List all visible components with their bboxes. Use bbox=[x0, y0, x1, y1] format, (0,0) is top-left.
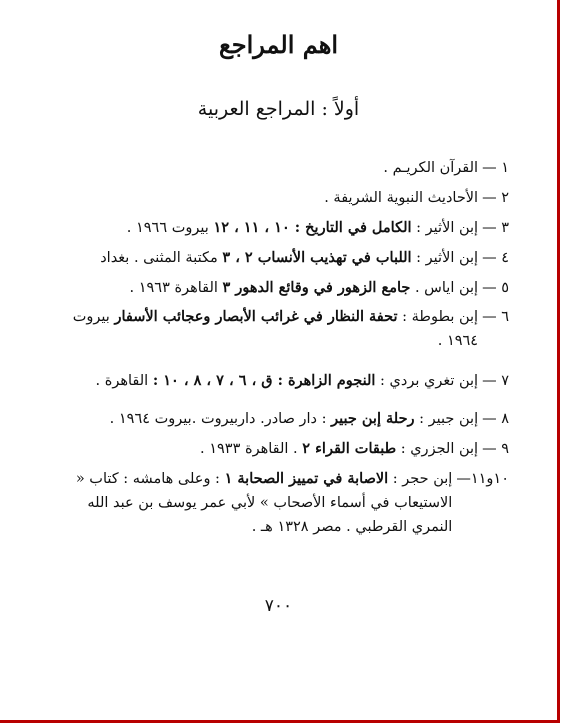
reference-number: ٣ — bbox=[482, 220, 509, 236]
reference-list bbox=[64, 156, 509, 539]
reference-number: ٢ — bbox=[482, 190, 509, 206]
reference-text: إبن الأثير : اللباب في تهذيب الأنساب ٢ ، ٣ مكتبة المثنى . بغداد bbox=[100, 249, 479, 266]
reference-text: إبن اياس . جامع الزهور في وقائع الدهور ٣ القاهرة ١٩٦٣ . bbox=[129, 279, 479, 296]
reference-entry bbox=[64, 407, 509, 431]
reference-entry bbox=[64, 467, 509, 539]
reference-number: ٦ — bbox=[482, 309, 509, 325]
reference-number: ٥ — bbox=[482, 280, 509, 296]
reference-number: ١٠و١١— bbox=[456, 471, 509, 487]
reference-text: إبن جبير : رحلة إبن جبير : دار صادر. داربيروت .بيروت ١٩٦٤ . bbox=[109, 410, 479, 427]
reference-text: القرآن الكريـم . bbox=[383, 160, 479, 176]
reference-number: ٨ — bbox=[482, 411, 509, 427]
reference-entry bbox=[64, 437, 509, 461]
page-title: اهم المراجع bbox=[218, 30, 339, 59]
reference-text: إبن تغري بردي : النجوم الزاهرة : ق ، ٦ ، ٧ ، ٨ ، ١٠ : القاهرة . bbox=[95, 372, 479, 389]
reference-entry bbox=[64, 246, 509, 270]
reference-text: إبن بطوطة : تحفة النظار في غرائب الأبصار وعجائب الأسفار بيروت ١٩٦٤ . bbox=[72, 308, 479, 349]
reference-text: إبن حجر : الاصابة في تمييز الصحابة ١ : وعلى هامشه : كتاب « الاستيعاب في أسماء الأصحاب » لأبي عمر يوسف بن عبد الله النمري القرطبي . مصر ١٣٢٨ هـ . bbox=[75, 470, 453, 535]
reference-entry bbox=[64, 216, 509, 240]
reference-entry bbox=[64, 186, 509, 210]
reference-number: ٤ — bbox=[482, 250, 509, 266]
reference-text: الأحاديث النبوية الشريفة . bbox=[324, 190, 479, 206]
reference-entry bbox=[64, 305, 509, 353]
reference-number: ١ — bbox=[482, 160, 509, 176]
page-number: ٧٠٠ bbox=[264, 596, 293, 616]
reference-text: إبن الأثير : الكامل في التاريخ : ١٠ ، ١١ ، ١٢ بيروت ١٩٦٦ . bbox=[126, 219, 479, 236]
reference-entry bbox=[64, 156, 509, 180]
reference-number: ٧ — bbox=[482, 373, 509, 389]
reference-number: ٩ — bbox=[482, 441, 509, 457]
reference-entry bbox=[64, 369, 509, 393]
reference-entry bbox=[64, 276, 509, 300]
reference-text: إبن الجزري : طبقات القراء ٢ . القاهرة ١٩٣٣ . bbox=[200, 440, 479, 457]
section-heading: أولاً : المراجع العربية bbox=[197, 98, 360, 120]
